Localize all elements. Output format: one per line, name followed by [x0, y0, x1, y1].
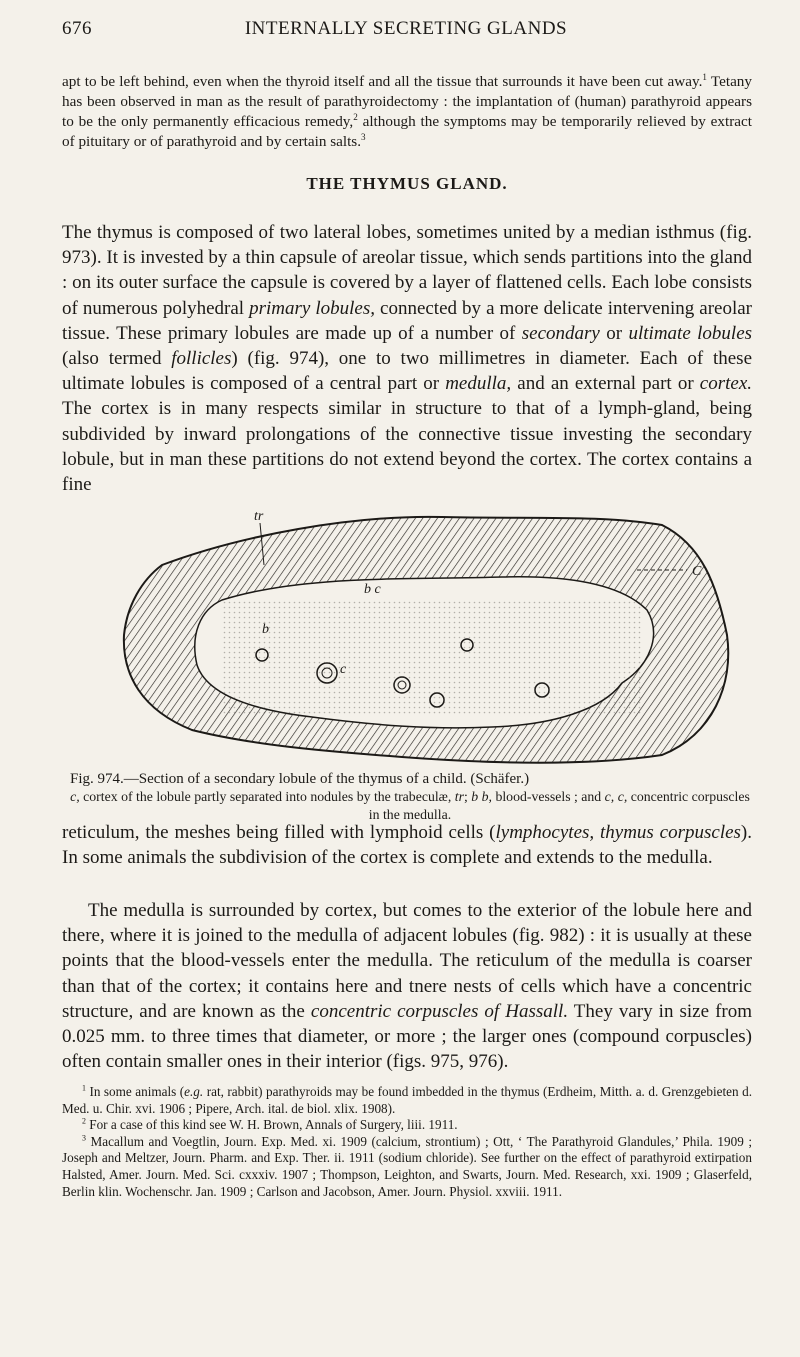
caption-title: Fig. 974.—Section of a secondary lobule of the thymus of a child. (Schäfer.)	[70, 771, 530, 787]
caption-text-4: concentric corpuscles in the medulla.	[368, 789, 750, 822]
body1-text-5: ) (fig. 974), one to two millimetres in diameter. Each of these ultimate lobules is composed of a central part or	[62, 348, 752, 395]
body3-text-1: The medulla is surrounded by cortex, but comes to the exterior of the lobule here and there, where it is joined to the medulla of adjacent lobules (fig. 982) : it is usually at these points that the blood-vessels enter the medulla. The reticulum of the medulla is coarser than that of the cortex; it contains here and tnere nests of cells which have a concentric structure, and are known as the	[62, 900, 752, 1022]
figure-label-c-right: C	[692, 564, 702, 579]
footnote-ref-1: 1	[702, 71, 707, 82]
body2-emph-1: lymphocytes, thymus corpuscles	[495, 822, 741, 843]
thymus-lobule-figure	[102, 505, 742, 767]
body1-emph-5: medulla,	[445, 373, 512, 395]
body1-emph-4: follicles	[171, 348, 232, 370]
intro-text-3: although the symptoms may be temporarily relieved by extract of pituitary or of parathyroid and by certain salts.	[62, 113, 752, 150]
footnote-ref-2: 2	[353, 111, 358, 122]
body1-text-2: connected by a more delicate intervening areolar tissue. These primary lobules are made up of a number of	[62, 297, 752, 344]
intro-text-1: apt to be left behind, even when the thyroid itself and all the tissue that surrounds it have been cut away.	[62, 73, 703, 90]
body1-text-3: or	[599, 322, 629, 344]
section-heading: THE THYMUS GLAND.	[306, 174, 508, 193]
body1-text-4: (also termed	[62, 348, 172, 370]
intro-paragraph	[62, 72, 752, 152]
body1-emph-1: primary lobules,	[249, 297, 375, 319]
figure-label-bc: b c	[364, 582, 381, 597]
caption-text-1: cortex of the lobule partly separated into nodules by the trabeculæ,	[79, 789, 455, 804]
caption-text-3: blood-vessels ; and	[492, 789, 605, 804]
footnote-2-text: For a case of this kind see W. H. Brown, Annals of Surgery, liii. 1911.	[85, 1117, 458, 1133]
footnote-1-number: 1	[82, 1083, 86, 1093]
medulla-reticulum-texture	[222, 600, 642, 715]
footnote-3-number: 3	[82, 1133, 86, 1143]
caption-text-2: ;	[464, 789, 472, 804]
caption-description	[70, 788, 750, 824]
footnote-1-text-b: rat, rabbit) parathyroids may be found imbedded in the thymus (Erdheim, Mitth. a. d. Grenzgebieten d. Med. u. Chir. xvi. 1906 ; Pipere, Arch. ital. de biol. xlix. 1908).	[62, 1084, 752, 1116]
caption-key-tr: tr	[454, 789, 464, 804]
body1-text-1: The thymus is composed of two lateral lobes, sometimes united by a median isthmus (fig. 973). It is invested by a thin capsule of areolar tissue, which sends partitions into the gland : on its outer surface the capsule is covered by a layer of flattened cells. Each lobe consists of numerous polyhedral	[62, 222, 752, 319]
caption-key-bb: b b,	[471, 789, 492, 804]
footnote-3-text: Macallum and Voegtlin, Journ. Exp. Med. xi. 1909 (calcium, strontium) ; Ott, ‘ The Parathyroid Glandules,’ Phila. 1909 ; Joseph and Meltzer, Journ. Pharm. and Exp. Ther. ii. 1911 (sodium chloride). See further on the effect of parathyroid extirpation Halsted, Amer. Journ. Med. Sci. cxxxiv. 1907 ; Thompson, Leighton, and Swarts, Journ. Med. Research, xxi. 1909 ; Glaserfeld, Berlin klin. Wochenschr. Jan. 1909 ; Carlson and Jacobson, Amer. Journ. Physiol. xxviii. 1911.	[62, 1133, 752, 1199]
body1-emph-6: cortex.	[699, 373, 753, 395]
body2-text-2: ). In some animals the subdivision of the cortex is complete and extends to the medulla.	[62, 822, 752, 869]
thymus-paragraph	[62, 220, 752, 497]
footnote-3	[62, 1134, 752, 1200]
figure-label-tr: tr	[254, 509, 264, 524]
figure-caption	[70, 770, 750, 824]
caption-key-cc: c, c,	[604, 789, 628, 804]
caption-key-c: c,	[70, 789, 80, 804]
figure-label-b: b	[262, 622, 269, 637]
body3-emph-1: concentric corpuscles of Hassall.	[310, 1000, 569, 1022]
medulla-paragraph	[62, 898, 752, 1074]
footnotes	[62, 1084, 752, 1200]
figure-label-c-center: c	[340, 662, 347, 677]
body3-text-2: They vary in size from 0.025 mm. to three times that diameter, or more ; the larger ones (compound corpuscles) often contain smaller ones in their interior (figs. 975, 976).	[62, 1000, 753, 1073]
footnote-1-emph: e.g.	[184, 1084, 204, 1099]
footnote-2	[62, 1117, 752, 1134]
body2-text-1: reticulum, the meshes being filled with lymphoid cells (	[62, 822, 496, 843]
footnote-ref-3: 3	[361, 131, 366, 142]
body1-emph-3: ultimate lobules	[628, 322, 753, 344]
running-header	[62, 18, 750, 48]
footnote-2-number: 2	[82, 1116, 86, 1126]
intro-text-2: Tetany has been observed in man as the result of parathyroidectomy : the implantation of (human) parathyroid appears to be the only permanently efficacious remedy,	[62, 73, 752, 130]
page-number: 676	[62, 18, 92, 39]
body1-emph-2: secondary	[521, 322, 600, 344]
running-title: INTERNALLY SECRETING GLANDS	[244, 18, 568, 39]
body1-text-7: The cortex is in many respects similar in structure to that of a lymph-gland, being subdivided by inward prolongations of the connective tissue investing the secondary lobule, but in man these partitions do not extend beyond the cortex. The cortex contains a fine	[62, 398, 752, 496]
reticulum-paragraph	[62, 820, 752, 870]
footnote-1	[62, 1084, 752, 1117]
footnote-1-text-a: In some animals (	[85, 1084, 185, 1099]
body1-text-6: and an external part or	[511, 373, 700, 395]
